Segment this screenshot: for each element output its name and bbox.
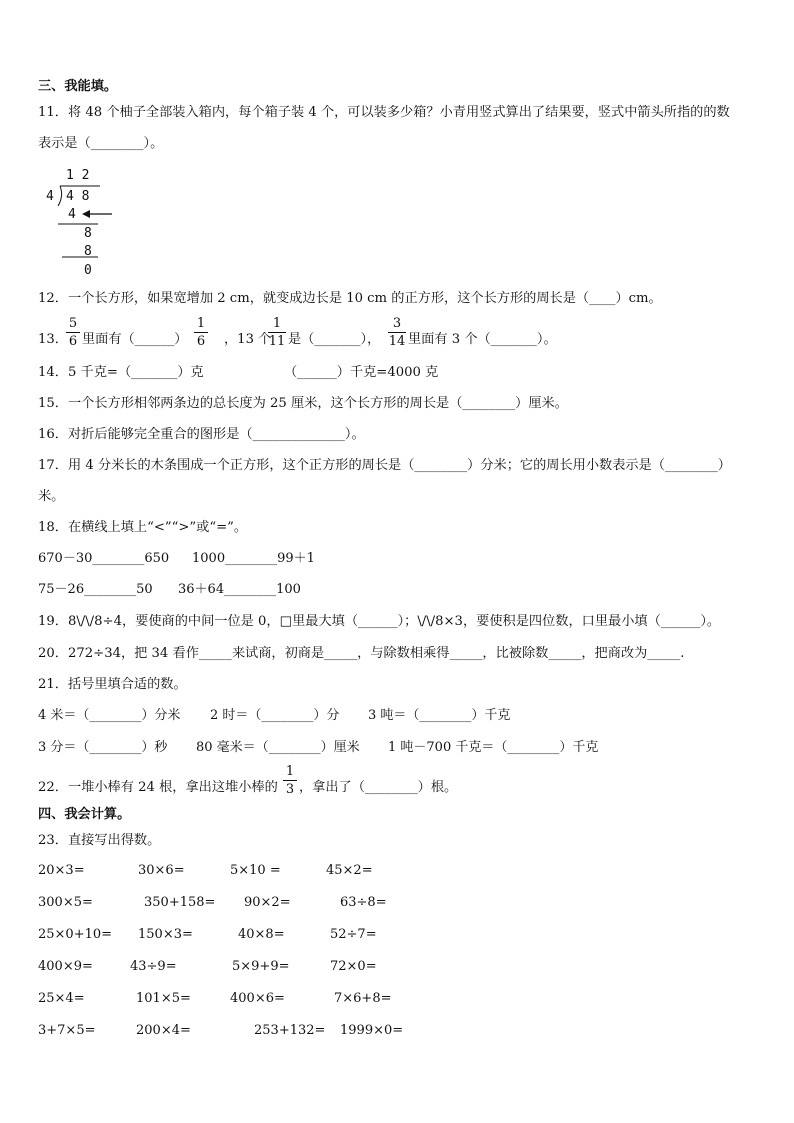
- division-divisor: 4: [46, 189, 54, 204]
- fraction-3-14: 3 14: [388, 316, 406, 349]
- question-20: 20．272÷34，把 34 看作_____来试商，初商是_____，与除数相乘得_____，比被除数_____，把商改为_____.: [38, 646, 685, 661]
- conversion-1: 4 米＝（________）分米: [38, 708, 181, 723]
- question-22: [38, 764, 758, 802]
- compare-3: 75－26________50: [38, 582, 153, 597]
- calc-item: 43÷9=: [130, 959, 177, 974]
- question-22-suffix: ，拿出了（________）根。: [299, 780, 458, 795]
- question-18-title: 18．在横线上填上“<”“>”或“=”。: [38, 520, 248, 535]
- question-11-line-1: 11．将 48 个柚子全部装入箱内，每个箱子装 4 个，可以装多少箱？小青用竖式算出了结果要，竖式中箭头所指的的数: [38, 105, 730, 120]
- arrow-left-icon: [82, 208, 114, 220]
- calc-item: 30×6=: [138, 863, 185, 878]
- conversion-5: 80 毫米＝（________）厘米: [196, 740, 360, 755]
- question-14-part-a: 14．5 千克=（_______）克: [38, 365, 204, 380]
- calc-item: 52÷7=: [330, 927, 377, 942]
- calc-item: 3+7×5=: [38, 1023, 96, 1038]
- calc-item: 5×10 =: [230, 863, 281, 878]
- fraction-1-6: 1 6: [194, 316, 208, 349]
- question-15: 15．一个长方形相邻两条边的总长度为 25 厘米，这个长方形的周长是（________）厘米。: [38, 396, 568, 411]
- division-quotient: 1 2: [66, 168, 90, 183]
- question-13-text-3: 是（_______），: [288, 332, 381, 347]
- question-13-text-4: 里面有 3 个（_______）。: [408, 332, 557, 347]
- question-13-prefix: 13．: [38, 332, 68, 347]
- question-13-text-1: 里面有（______）: [82, 332, 188, 347]
- conversion-4: 3 分＝（________）秒: [38, 740, 168, 755]
- calc-item: 45×2=: [326, 863, 373, 878]
- calc-item: 40×8=: [238, 927, 285, 942]
- question-13-text-2: ，13 个: [224, 332, 272, 347]
- question-14-part-b: （______）千克=4000 克: [284, 365, 439, 380]
- question-12: 12．一个长方形，如果宽增加 2 cm，就变成边长是 10 cm 的正方形，这个长方形的周长是（____）cm。: [38, 291, 662, 306]
- compare-1: 670－30________650: [38, 551, 170, 566]
- division-step-1: 4: [68, 207, 76, 222]
- calc-item: 63÷8=: [340, 895, 387, 910]
- question-11-line-2: 表示是（________）。: [38, 136, 164, 151]
- calc-item: 1999×0=: [340, 1023, 404, 1038]
- fraction-5-6: 5 6: [66, 316, 80, 349]
- calc-item: 200×4=: [136, 1023, 191, 1038]
- calc-item: 5×9+9=: [232, 959, 290, 974]
- question-21-title: 21．括号里填合适的数。: [38, 677, 187, 692]
- fraction-1-3: 1 3: [283, 764, 297, 797]
- long-division-figure: [42, 168, 132, 280]
- calc-item: 101×5=: [136, 991, 191, 1006]
- calc-item: 300×5=: [38, 895, 93, 910]
- calc-item: 150×3=: [138, 927, 193, 942]
- compare-4: 36＋64________100: [178, 582, 301, 597]
- division-step-2: 8: [84, 226, 92, 241]
- calc-item: 350+158=: [144, 895, 216, 910]
- calc-item: 400×6=: [230, 991, 285, 1006]
- calc-item: 7×6+8=: [334, 991, 392, 1006]
- conversion-3: 3 吨＝（________）千克: [368, 708, 511, 723]
- division-step-3: 8: [84, 244, 92, 259]
- question-17-line-1: 17．用 4 分米长的木条围成一个正方形，这个正方形的周长是（________）分米；它的周长用小数表示是（________）: [38, 458, 731, 473]
- question-22-prefix: 22．一堆小棒有 24 根，拿出这堆小棒的: [38, 780, 278, 795]
- conversion-2: 2 时＝（________）分: [210, 708, 340, 723]
- division-dividend: 4 8: [66, 189, 90, 204]
- section-3-title: 三、我能填。: [38, 79, 118, 94]
- calc-item: 72×0=: [330, 959, 377, 974]
- conversion-6: 1 吨－700 千克＝（________）千克: [388, 740, 599, 755]
- calc-item: 253+132=: [254, 1023, 326, 1038]
- calc-item: 20×3=: [38, 863, 85, 878]
- question-16: 16．对折后能够完全重合的图形是（______________）。: [38, 427, 365, 442]
- question-19: 19．8\/\/8÷4，要使商的中间一位是 0，□里最大填（______）；\/\/8×3，要使积是四位数，口里最小填（______）。: [38, 614, 721, 629]
- calc-item: 90×2=: [244, 895, 291, 910]
- calc-item: 25×4=: [38, 991, 85, 1006]
- question-23-title: 23．直接写出得数。: [38, 833, 161, 848]
- calc-item: 400×9=: [38, 959, 93, 974]
- compare-2: 1000________99＋1: [192, 551, 315, 566]
- fraction-1-11: 1 11: [268, 316, 286, 349]
- question-13: [38, 316, 758, 356]
- division-remainder: 0: [84, 263, 92, 278]
- calc-item: 25×0+10=: [38, 927, 113, 942]
- question-17-line-2: 米。: [38, 489, 65, 504]
- section-4-title: 四、我会计算。: [38, 807, 131, 822]
